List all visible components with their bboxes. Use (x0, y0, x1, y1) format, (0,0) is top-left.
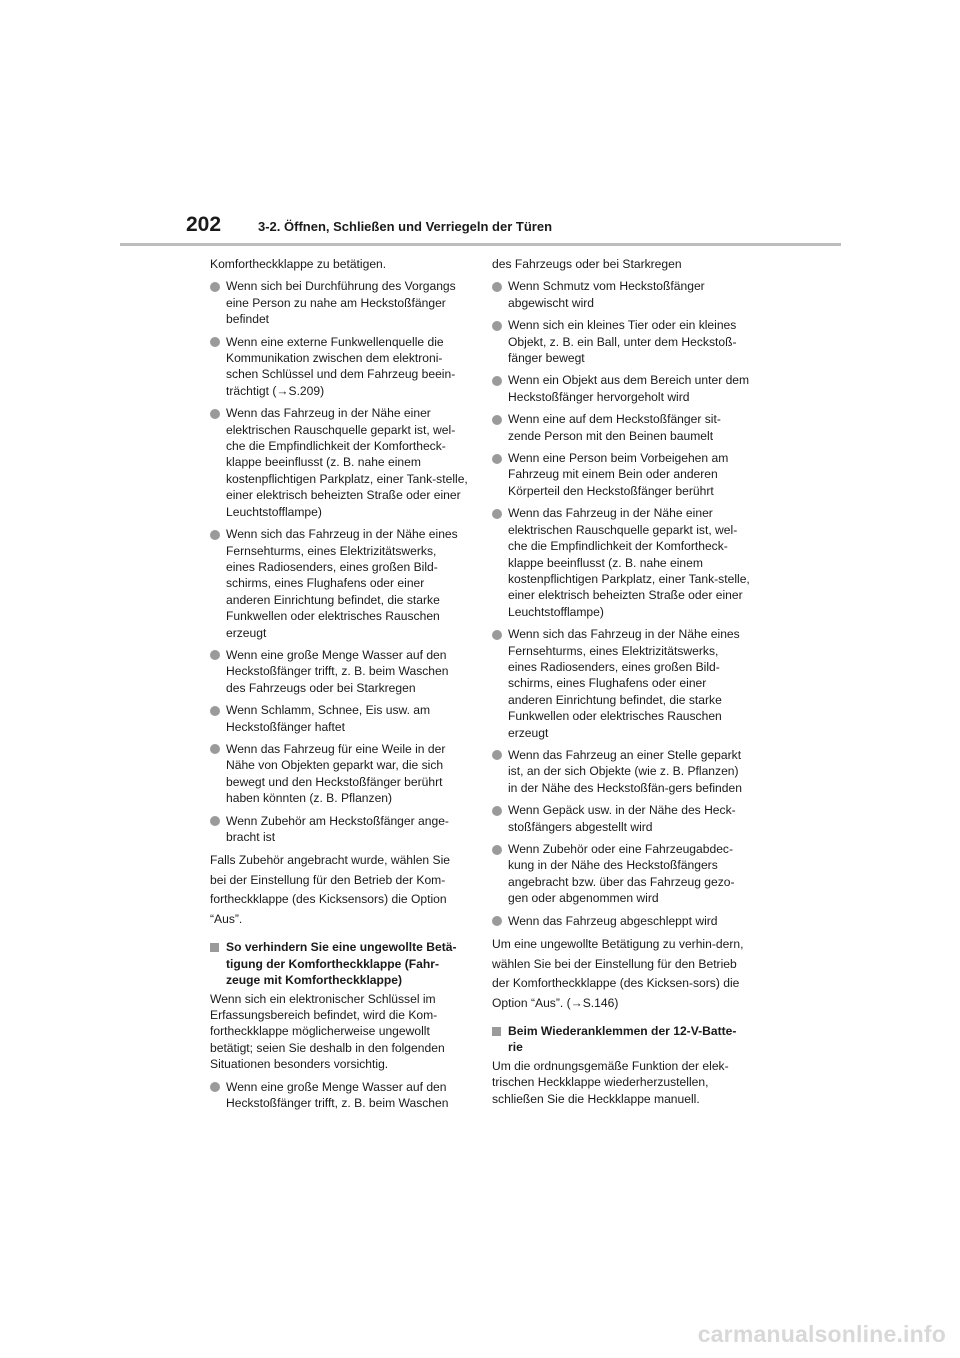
bullet-item (492, 372, 750, 405)
subsection-heading (210, 939, 468, 988)
bullet-item (210, 647, 468, 696)
bullet-item (492, 411, 750, 444)
body-paragraph: Wenn sich ein elektronischer Schlüssel im Erfassungsbereich befindet, wird die Kom-fortheckklappe möglicherweise ungewollt betätigt; seien Sie deshalb in den folgenden Situationen besonders vorsichtig. (210, 991, 445, 1072)
bullet-text: Wenn Schmutz vom Heckstoßfänger abgewischt wird (508, 279, 705, 310)
bullet-text: Wenn sich bei Durchführung des Vorgangs eine Person zu nahe am Heckstoßfänger befindet (226, 279, 456, 327)
square-marker-icon (210, 943, 219, 952)
subsection-heading (492, 1023, 750, 1056)
bullet-item (492, 278, 750, 311)
bullet-item (210, 334, 468, 400)
bullet-dot-icon (210, 282, 220, 292)
bullet-text: Wenn eine auf dem Heckstoßfänger sit-zende Person mit den Beinen baumelt (508, 412, 721, 443)
bullet-dot-icon (492, 509, 502, 519)
bullet-dot-icon (210, 650, 220, 660)
bullet-text: Wenn Schlamm, Schnee, Eis usw. am Heckstoßfänger haftet (226, 703, 431, 734)
bullet-text: Wenn Zubehör oder eine Fahrzeugabdec-kung in der Nähe des Heckstoßfängers angebracht bzw. über das Fahrzeug gezo-gen oder abgenommen wird (508, 842, 735, 906)
bullet-item (492, 450, 750, 499)
section-title: 3-2. Öffnen, Schließen und Verriegeln der Türen (258, 219, 553, 234)
bullet-dot-icon (210, 744, 220, 754)
bullet-dot-icon (210, 816, 220, 826)
bullet-dot-icon (492, 454, 502, 464)
bullet-dot-icon (492, 630, 502, 640)
bullet-dot-icon (210, 1082, 220, 1092)
header-divider (120, 243, 841, 246)
bullet-text: Wenn das Fahrzeug abgeschleppt wird (508, 913, 718, 928)
bullet-dot-icon (210, 706, 220, 716)
bullet-text: Wenn eine große Menge Wasser auf den Heckstoßfänger trifft, z. B. beim Waschen (226, 1079, 449, 1111)
body-paragraph: Um eine ungewollte Betätigung zu verhin-dern, wählen Sie bei der Einstellung für den Betrieb der Komfortheckklappe (des Kicksen-sors) die Option “Aus”. (→S.146) (492, 937, 744, 1010)
bullet-text: Wenn das Fahrzeug an einer Stelle geparkt ist, an der sich Objekte (wie z. B. Pflanzen) in der Nähe des Heckstoßfän-gers befinden (508, 747, 742, 795)
bullet-dot-icon (210, 337, 220, 347)
body-paragraph: Um die ordnungsgemäße Funktion der elek-trischen Heckklappe wiederherzustellen, schließen Sie die Heckklappe manuell. (492, 1058, 729, 1106)
bullet-text: Wenn sich das Fahrzeug in der Nähe eines Fernsehturms, eines Elektrizitätswerks, eines Radiosenders, eines großen Bild-schirms, eines Flughafens oder einer anderen Einrichtung befindet, die starke Funkwellen oder elektrisches Rauschen erzeugt (508, 627, 740, 740)
bullet-dot-icon (492, 415, 502, 425)
body-paragraph: Falls Zubehör angebracht wurde, wählen Sie bei der Einstellung für den Betrieb der Kom-fortheckklappe (des Kicksensors) die Option “Aus”. (210, 853, 450, 926)
bullet-dot-icon (492, 321, 502, 331)
body-paragraph: des Fahrzeugs oder bei Starkregen (492, 257, 682, 271)
bullet-item (492, 841, 750, 907)
bullet-dot-icon (492, 845, 502, 855)
bullet-dot-icon (492, 916, 502, 926)
bullet-text: Wenn eine Person beim Vorbeigehen am Fahrzeug mit einem Bein oder anderen Körperteil den Heckstoßfänger berührt (508, 451, 729, 498)
heading-text: So verhindern Sie eine ungewollte Betä-tigung der Komfortheckklappe (Fahr-zeuge mit Komfortheckklappe) (226, 940, 457, 988)
left-column (210, 256, 468, 1117)
bullet-item (210, 741, 468, 807)
bullet-text: Wenn das Fahrzeug in der Nähe einer elektrischen Rauschquelle geparkt ist, wel-che die Empfindlichkeit der Komfortheck-klappe beeinflusst (z. B. nahe einem kostenpflichtigen Parkplatz, einer Tank-stelle, einer elektrisch beheizten Straße oder einer Leuchtstofflampe) (226, 406, 468, 519)
bullet-item (210, 405, 468, 520)
bullet-item (210, 278, 468, 327)
bullet-item (492, 913, 750, 929)
bullet-item (210, 526, 468, 641)
bullet-dot-icon (492, 806, 502, 816)
watermark: carmanualsonline.info (697, 1321, 946, 1347)
bullet-item (210, 702, 468, 735)
bullet-item (210, 1079, 468, 1112)
bullet-text: Wenn ein Objekt aus dem Bereich unter dem Heckstoßfänger hervorgeholt wird (508, 373, 750, 404)
bullet-item (210, 813, 468, 846)
bullet-dot-icon (492, 376, 502, 386)
bullet-item (492, 505, 750, 620)
bullet-item (492, 626, 750, 741)
bullet-dot-icon (210, 530, 220, 540)
bullet-item (492, 317, 750, 366)
page-number: 202 (186, 213, 222, 236)
bullet-text: Wenn eine große Menge Wasser auf den Heckstoßfänger trifft, z. B. beim Waschen des Fahrzeugs oder bei Starkregen (226, 647, 449, 695)
bullet-text: Wenn sich das Fahrzeug in der Nähe eines Fernsehturms, eines Elektrizitätswerks, eines Radiosenders, eines großen Bild-schirms, eines Flughafens oder einer anderen Einrichtung befindet, die starke Funkwellen oder elektrisches Rauschen erzeugt (226, 527, 458, 640)
bullet-dot-icon (492, 750, 502, 760)
bullet-text: Wenn eine externe Funkwellenquelle die Kommunikation zwischen dem elektroni-schen Schlüssel und dem Fahrzeug beein-trächtigt (→S.209) (226, 334, 456, 398)
bullet-text: Wenn das Fahrzeug für eine Weile in der Nähe von Objekten geparkt war, die sich bewegt und den Heckstoßfänger berührt haben könnten (z. B. Pflanzen) (226, 741, 446, 806)
bullet-text: Wenn sich ein kleines Tier oder ein kleines Objekt, z. B. ein Ball, unter dem Heckstoß-fänger bewegt (508, 318, 737, 366)
bullet-text: Wenn Zubehör am Heckstoßfänger ange-bracht ist (226, 813, 449, 844)
body-paragraph: Komfortheckklappe zu betätigen. (210, 257, 387, 271)
bullet-text: Wenn das Fahrzeug in der Nähe einer elektrischen Rauschquelle geparkt ist, wel-che die Empfindlichkeit der Komfortheck-klappe beeinflusst (z. B. nahe einem kostenpflichtigen Parkplatz, einer Tank-stelle, einer elektrisch beheizten Straße oder einer Leuchtstofflampe) (508, 506, 750, 619)
bullet-dot-icon (210, 409, 220, 419)
heading-text: Beim Wiederanklemmen der 12-V-Batte-rie (508, 1024, 737, 1055)
bullet-dot-icon (492, 282, 502, 292)
bullet-text: Wenn Gepäck usw. in der Nähe des Heck-stoßfängers abgestellt wird (508, 803, 736, 834)
right-column (492, 256, 750, 1113)
bullet-item (492, 747, 750, 796)
square-marker-icon (492, 1027, 501, 1036)
bullet-item (492, 802, 750, 835)
